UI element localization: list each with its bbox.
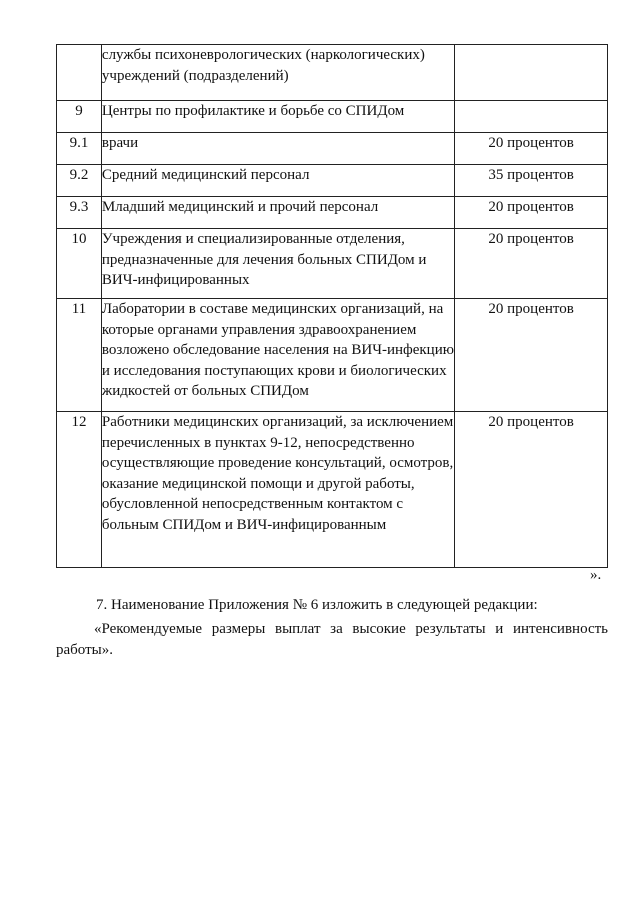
row-number: 9.2 bbox=[57, 165, 102, 197]
row-description: врачи bbox=[101, 133, 454, 165]
row-number: 12 bbox=[57, 412, 102, 568]
row-number: 10 bbox=[57, 229, 102, 299]
row-number: 11 bbox=[57, 299, 102, 412]
row-percent: 35 процентов bbox=[455, 165, 608, 197]
table-row bbox=[57, 412, 608, 568]
row-description: Лаборатории в составе медицинских организаций, на которые органами управления здравоохранением возложено обследование населения на ВИЧ-инфекцию и исследования поступающих крови и биологических жидкостей от больных СПИДом bbox=[101, 299, 454, 412]
row-percent: 20 процентов bbox=[455, 197, 608, 229]
row-description: Работники медицинских организаций, за исключением перечисленных в пунктах 9-12, непосредственно осуществляющие проведение консультаций, осмотров, оказание медицинской помощи и другой работы, обусловленной непосредственным контактом с больным СПИДом и ВИЧ-инфицированным bbox=[101, 412, 454, 568]
table-row bbox=[57, 197, 608, 229]
table-row bbox=[57, 229, 608, 299]
row-number: 9 bbox=[57, 101, 102, 133]
row-percent: 20 процентов bbox=[455, 299, 608, 412]
row-percent: 20 процентов bbox=[455, 229, 608, 299]
row-description: службы психоневрологических (наркологических) учреждений (подразделений) bbox=[101, 45, 454, 101]
row-description: Учреждения и специализированные отделения, предназначенные для лечения больных СПИДом и ВИЧ-инфицированных bbox=[101, 229, 454, 299]
table-row bbox=[57, 299, 608, 412]
table-row bbox=[57, 133, 608, 165]
row-description: Младший медицинский и прочий персонал bbox=[101, 197, 454, 229]
row-number: 9.1 bbox=[57, 133, 102, 165]
payments-table bbox=[56, 44, 608, 568]
paragraph-new-title: «Рекомендуемые размеры выплат за высокие результаты и интенсивность работы». bbox=[56, 621, 608, 658]
table-row bbox=[57, 45, 608, 101]
table-row bbox=[57, 165, 608, 197]
row-description: Средний медицинский персонал bbox=[101, 165, 454, 197]
paragraph-item-7: 7. Наименование Приложения № 6 изложить в следующей редакции: bbox=[96, 597, 538, 613]
row-number: 9.3 bbox=[57, 197, 102, 229]
table-row bbox=[57, 101, 608, 133]
row-description: Центры по профилактике и борьбе со СПИДом bbox=[101, 101, 454, 133]
row-number bbox=[57, 45, 102, 101]
row-percent bbox=[455, 101, 608, 133]
row-percent: 20 процентов bbox=[455, 412, 608, 568]
row-percent bbox=[455, 45, 608, 101]
closing-quote: ». bbox=[590, 567, 602, 583]
row-percent: 20 процентов bbox=[455, 133, 608, 165]
